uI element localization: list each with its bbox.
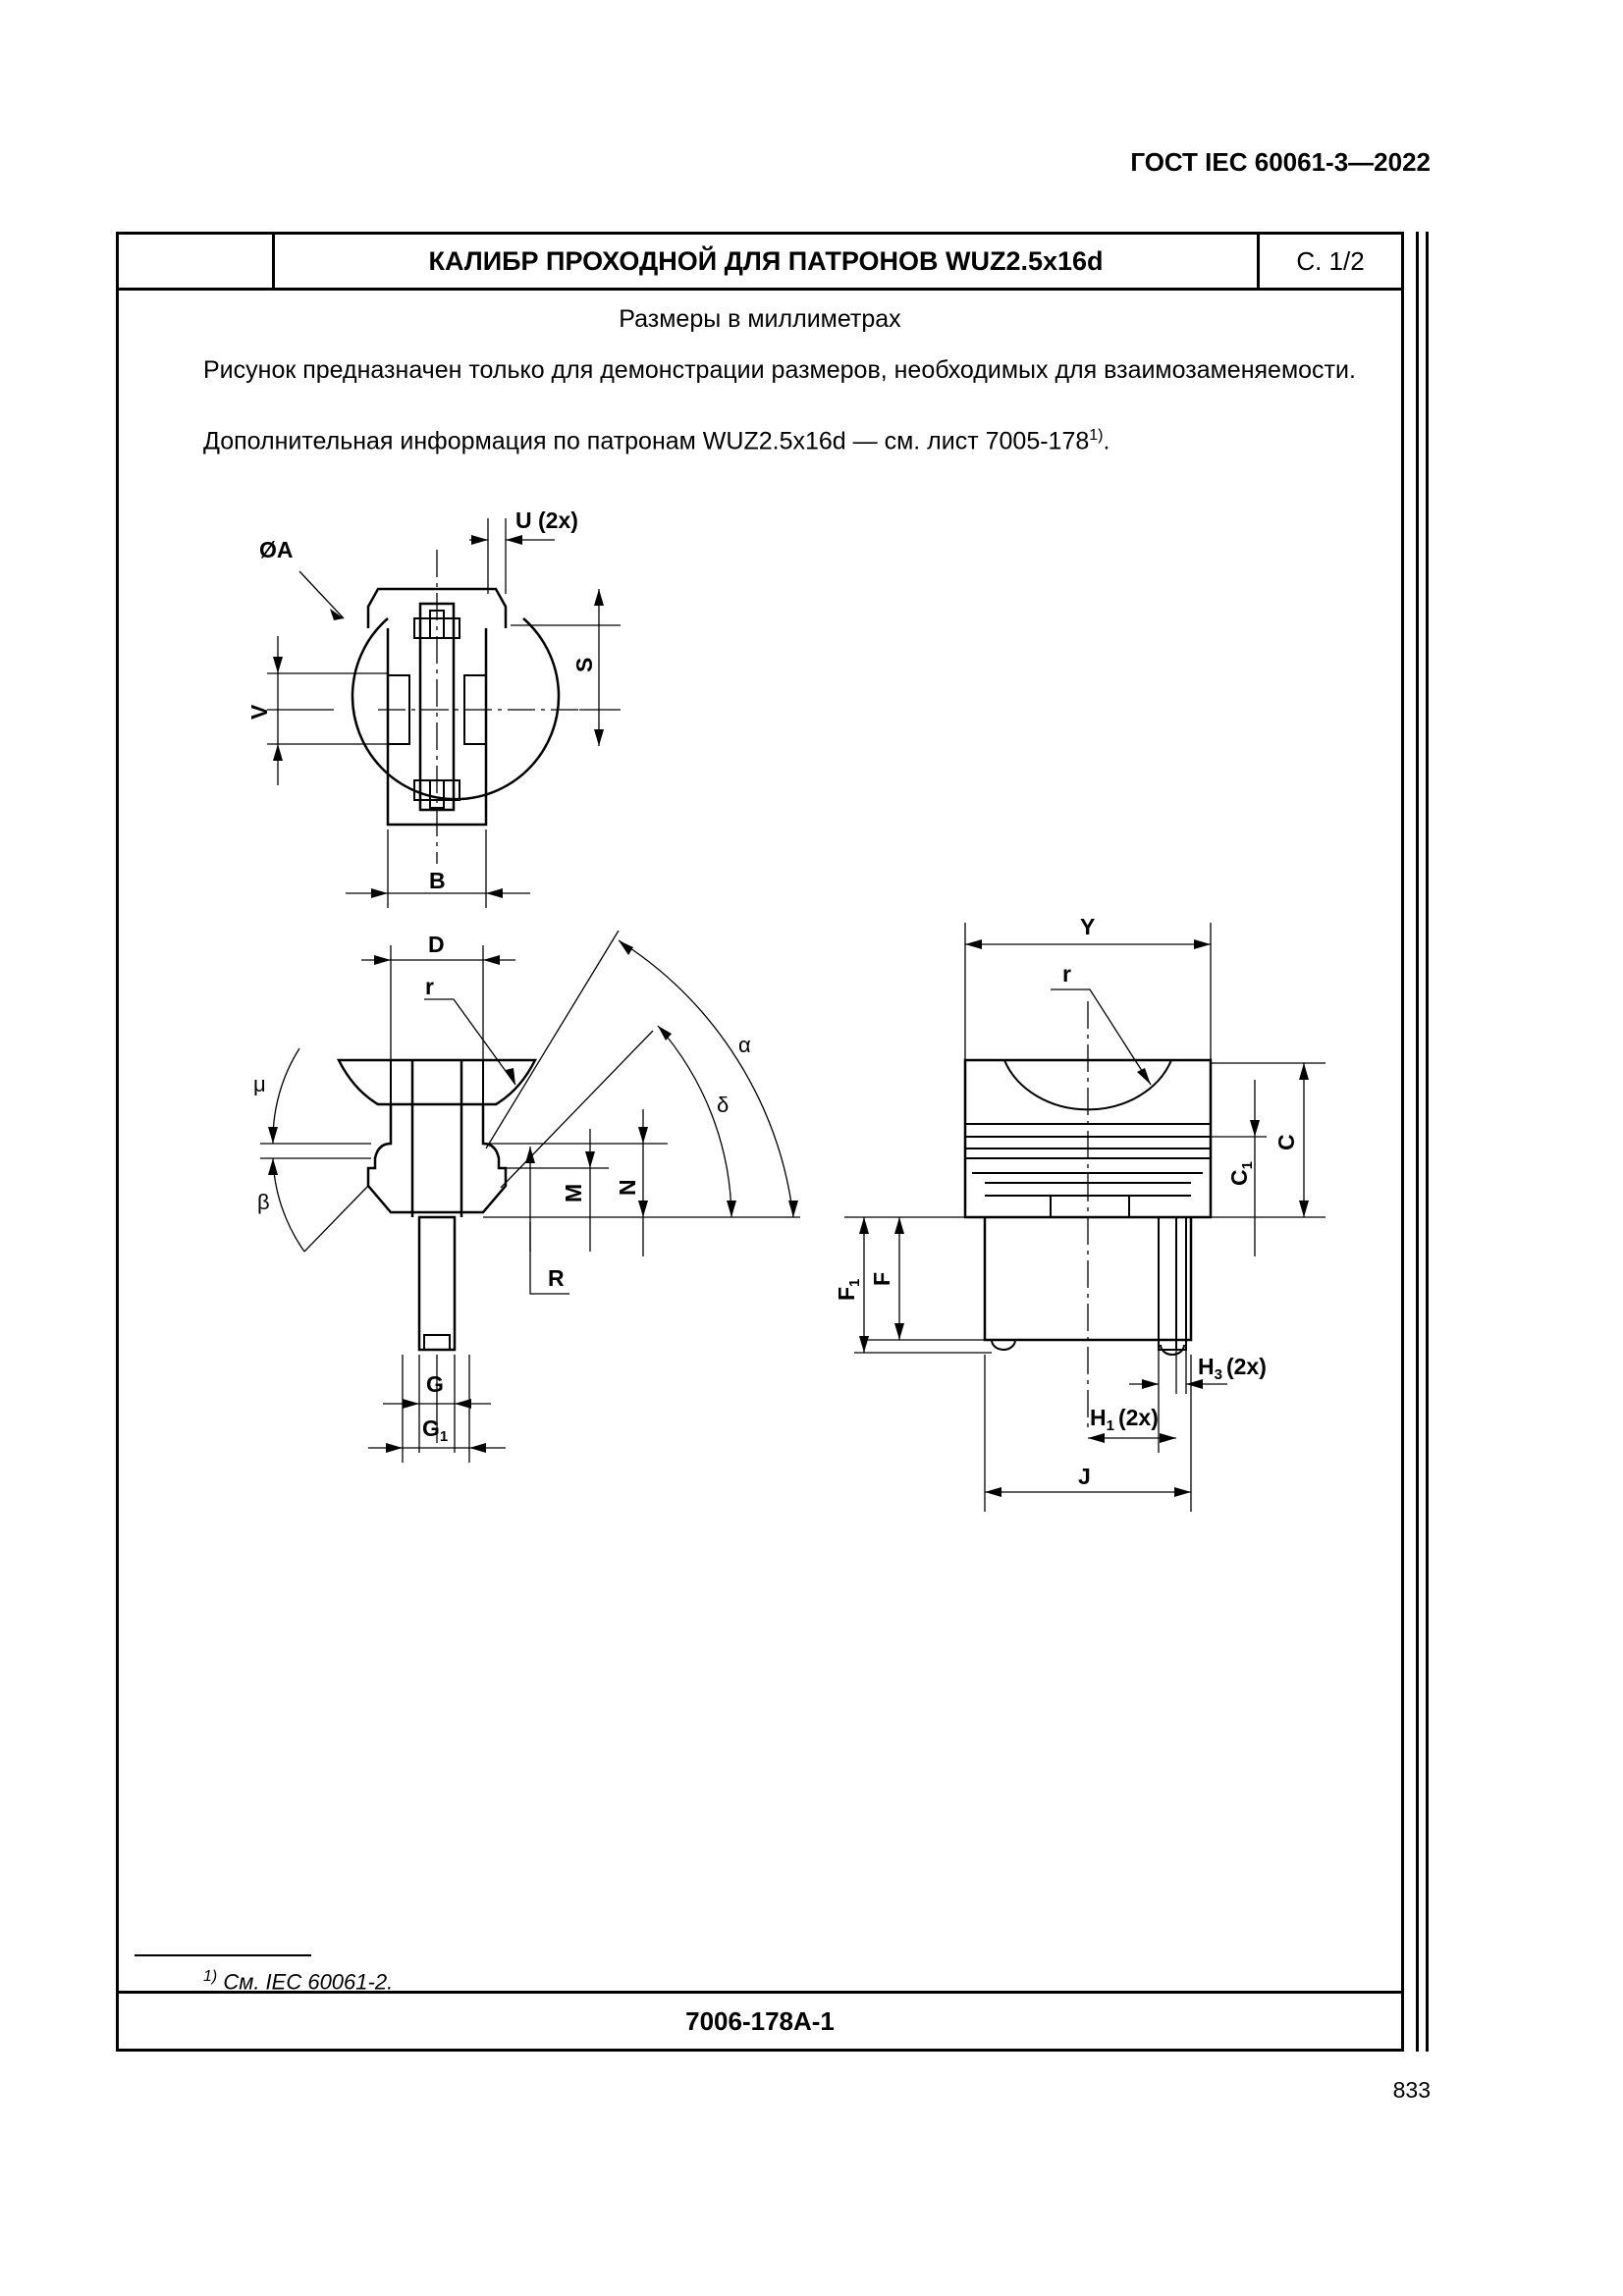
top-view [267,518,621,908]
paragraph-reference-end: . [1103,427,1110,455]
units-note: Размеры в миллиметрах [619,305,901,333]
label-h1 [1090,1405,1159,1434]
label-y: Y [1080,914,1096,939]
label-r: r [425,974,434,999]
label-b: B [429,868,446,893]
label-h1-suffix: (2x) [1117,1405,1159,1430]
label-dia-a: ØA [259,537,294,562]
page-number: 833 [1392,2077,1431,2103]
label-c1-sub: 1 [1239,1161,1256,1170]
label-g1-sub: 1 [439,1428,449,1445]
label-f1-main: F [834,1286,859,1301]
label-h1-main: H [1090,1405,1107,1430]
label-f: F [869,1271,894,1286]
label-s: S [571,657,597,672]
label-u: U (2x) [515,507,578,533]
label-f1-sub: 1 [846,1278,863,1287]
label-h3-main: H [1198,1354,1215,1379]
label-beta: β [257,1190,270,1214]
sheet-code: 7006-178A-1 [119,1991,1401,2049]
label-g1 [422,1415,448,1445]
label-h3-sub: 3 [1214,1366,1222,1383]
label-c1 [1226,1161,1256,1186]
label-n: N [615,1179,640,1196]
label-c: C [1273,1134,1299,1150]
label-d: D [428,932,445,957]
label-v: V [246,704,272,720]
label-h3-suffix: (2x) [1225,1354,1267,1379]
label-alpha: α [738,1033,751,1057]
label-h1-sub: 1 [1106,1417,1114,1434]
label-c1-main: C [1226,1169,1252,1186]
label-g: G [426,1371,444,1397]
label-h3 [1198,1354,1267,1383]
sheet-number: С. 1/2 [1296,245,1365,276]
label-mu: μ [253,1072,266,1096]
paragraph-purpose: Рисунок предназначен только для демонстрации размеров, необходимых для взаимозаменяемости. [203,356,1356,384]
footnote-mark: 1) [203,1968,218,1985]
sheet-title: КАЛИБР ПРОХОДНОЙ ДЛЯ ПАТРОНОВ WUZ2.5x16d [275,235,1260,288]
front-view [844,923,1325,1512]
paragraph-reference-text: Дополнительная информация по патронам WUZ2.5x16d — см. лист 7005-178 [203,427,1090,455]
standard-header: ГОСТ IEC 60061-3—2022 [1130,147,1431,177]
side-view [260,931,800,1463]
label-r-front: r [1062,961,1071,987]
label-big-r: R [548,1265,565,1291]
label-j: J [1078,1464,1091,1489]
label-f1 [834,1279,863,1301]
label-g1-main: G [422,1415,440,1441]
footnote-text: См. IEC 60061-2. [223,1969,394,1995]
label-delta: δ [717,1093,730,1117]
dimension-arrows [268,535,1309,1497]
label-m: M [561,1183,586,1202]
footnote-ref: 1) [1089,427,1104,444]
